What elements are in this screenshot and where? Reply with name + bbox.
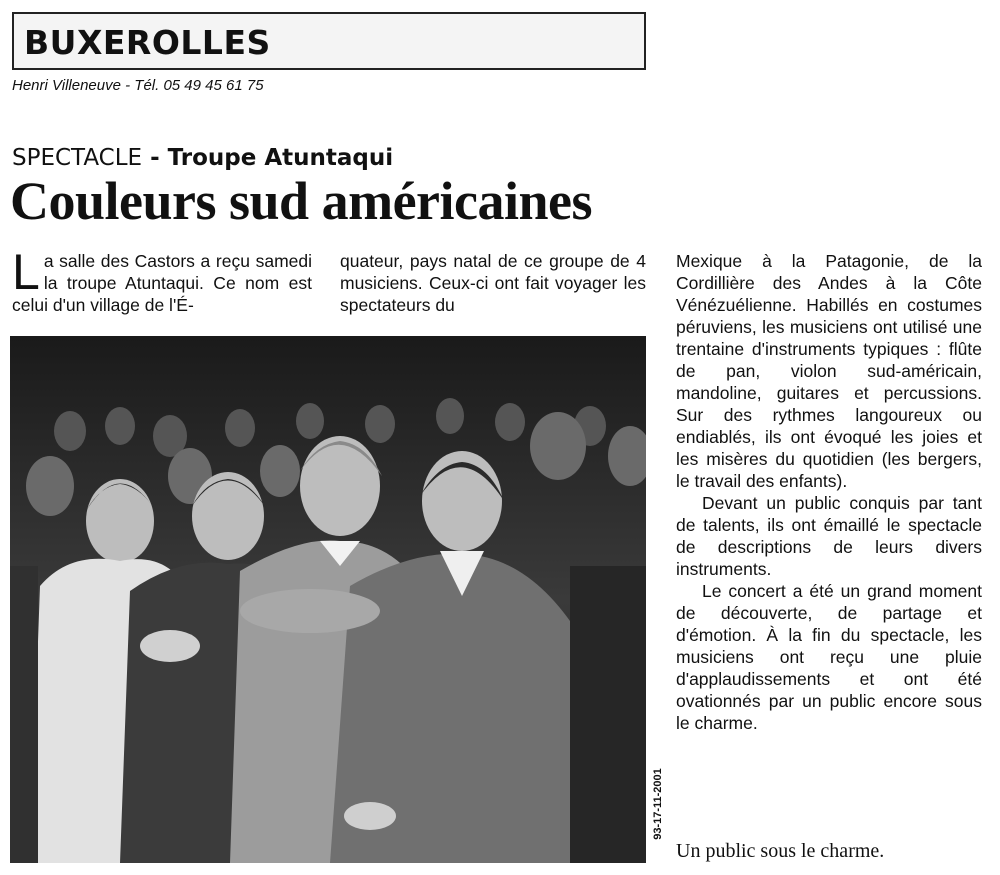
byline: Henri Villeneuve - Tél. 05 49 45 61 75 bbox=[12, 77, 264, 94]
headline: Couleurs sud américaines bbox=[10, 171, 592, 231]
section-header-box bbox=[12, 12, 646, 70]
kicker-label: SPECTACLE bbox=[12, 145, 143, 171]
column-3-paragraph-2: Devant un public conquis par tant de talents, ils ont émaillé le spectacle de descriptions de leurs divers instruments. bbox=[676, 493, 982, 579]
kicker bbox=[12, 145, 393, 171]
kicker-subject: Troupe Atuntaqui bbox=[167, 145, 394, 171]
kicker-separator: - bbox=[142, 145, 168, 171]
article-column-3 bbox=[676, 250, 982, 734]
photo-caption: Un public sous le charme. bbox=[676, 840, 885, 862]
audience-photo bbox=[10, 336, 646, 863]
column-3-paragraph-1: Mexique à la Patagonie, de la Cordillière des Andes à la Côte Vénézuélienne. Habillés en costumes péruviens, les musiciens ont utilisé une trentaine d'instruments typiques : flûte de pan, violon sud-américain, mandoline, guitares et percussions. Sur des rythmes langoureux ou endiablés, ils ont évoqué les joies et les misères du quotidien (les bergers, le travail des enfants). bbox=[676, 251, 982, 491]
column-2-text: quateur, pays natal de ce groupe de 4 musiciens. Ceux-ci ont fait voyager les spectateurs du bbox=[340, 251, 646, 315]
column-1-text: a salle des Castors a reçu samedi la troupe Atuntaqui. Ce nom est celui d'un village de l'É- bbox=[12, 251, 312, 315]
article-column-1 bbox=[12, 244, 312, 316]
section-title: BUXEROLLES bbox=[24, 23, 271, 62]
drop-cap: L bbox=[12, 244, 40, 300]
photo-credit: 93-17-11-2001 bbox=[652, 768, 664, 840]
column-3-paragraph-3: Le concert a été un grand moment de découverte, de partage et d'émotion. À la fin du spectacle, les musiciens ont reçu une pluie d'applaudissements et ont été ovationnés par un public encore sous le charme. bbox=[676, 581, 982, 733]
article-column-2 bbox=[340, 250, 646, 316]
